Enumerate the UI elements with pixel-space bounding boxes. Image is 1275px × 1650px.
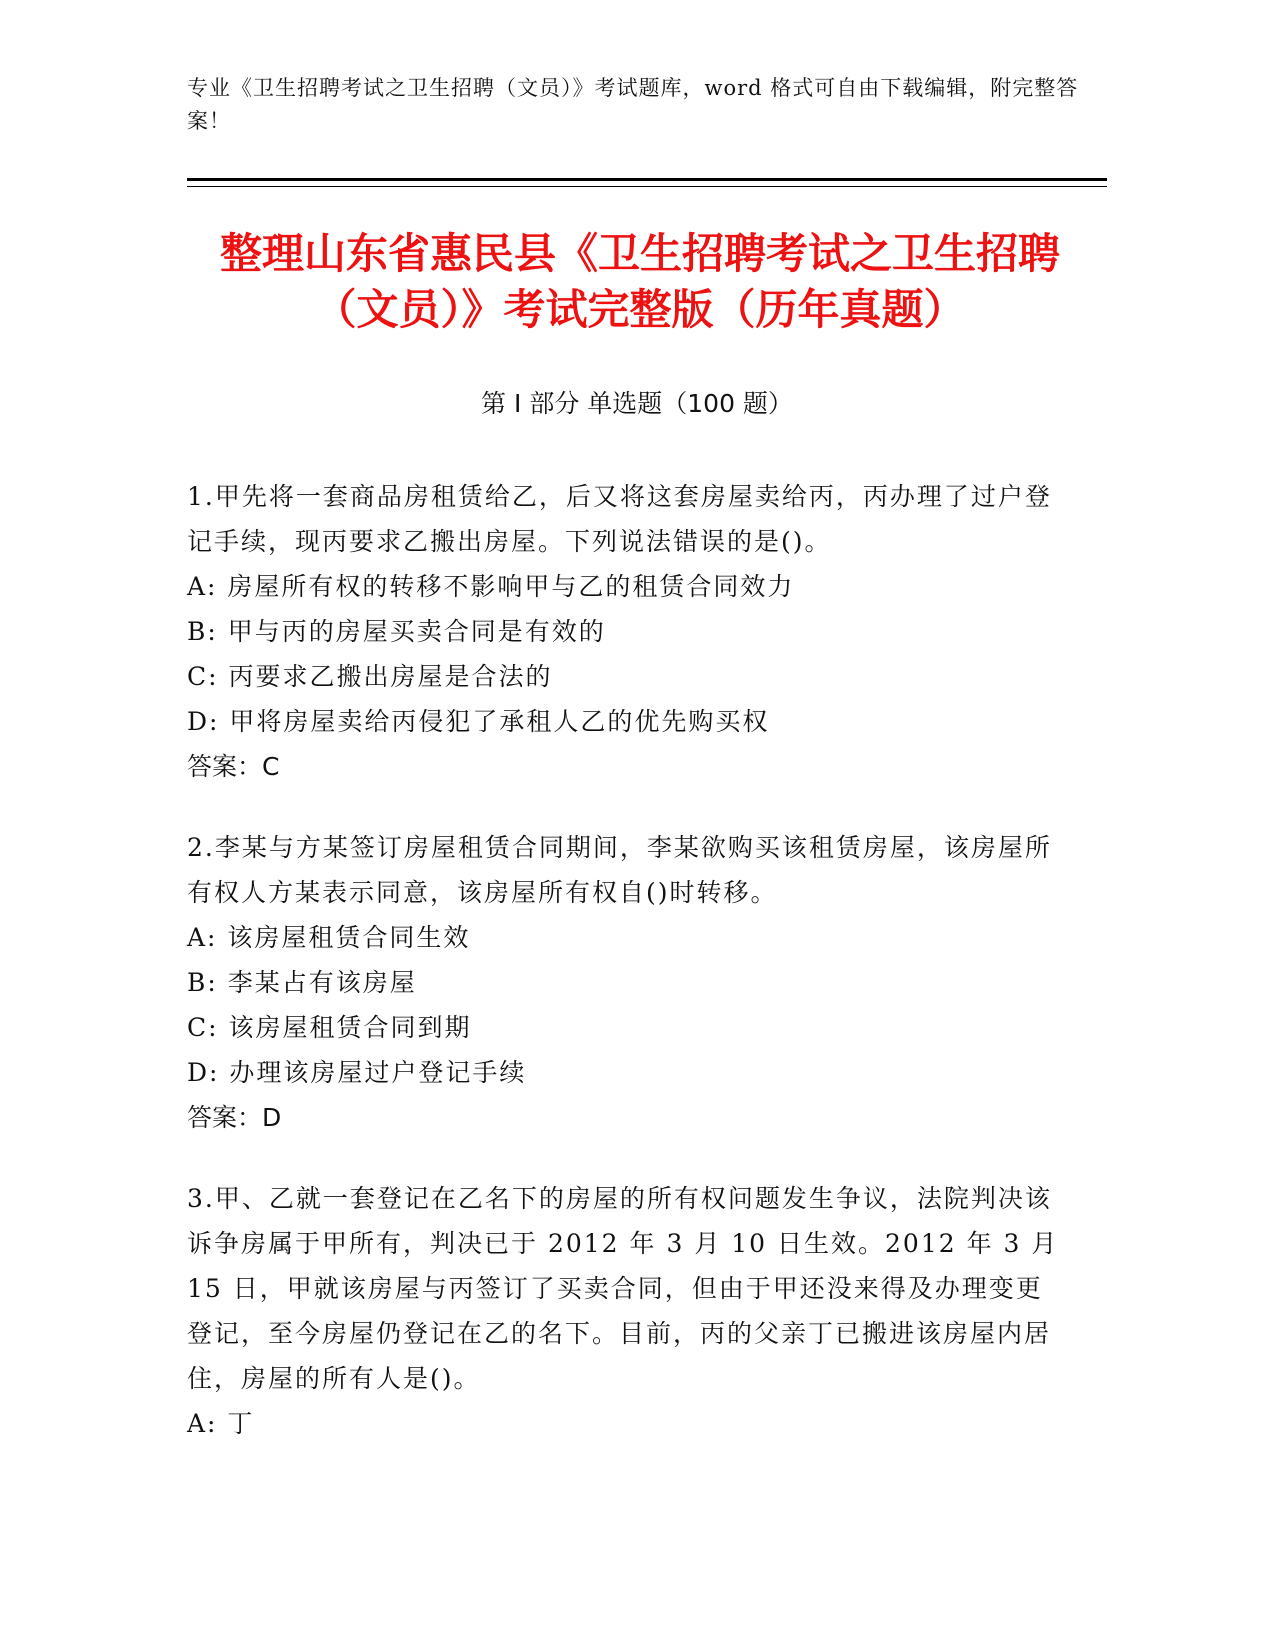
option-c: C: 丙要求乙搬出房屋是合法的 xyxy=(187,662,553,691)
answer: 答案：D xyxy=(187,1103,282,1132)
question-2 xyxy=(187,825,1067,1140)
header-rule-thick xyxy=(187,178,1107,181)
option-a: A: 房屋所有权的转移不影响甲与乙的租赁合同效力 xyxy=(187,572,795,601)
option-b: B: 甲与丙的房屋买卖合同是有效的 xyxy=(187,617,606,646)
header-rule-thin xyxy=(187,186,1107,187)
option-d: D: 办理该房屋过户登记手续 xyxy=(187,1058,527,1087)
answer: 答案：C xyxy=(187,752,280,781)
question-3 xyxy=(187,1176,1067,1446)
question-stem: 2.李某与方某签订房屋租赁合同期间，李某欲购买该租赁房屋，该房屋所有权人方某表示同意，该房屋所有权自()时转移。 xyxy=(187,833,1052,907)
option-d: D: 甲将房屋卖给丙侵犯了承租人乙的优先购买权 xyxy=(187,707,770,736)
document-title: 整理山东省惠民县《卫生招聘考试之卫生招聘（文员）》考试完整版（历年真题） xyxy=(219,229,1060,334)
header-note: 专业《卫生招聘考试之卫生招聘（文员）》考试题库，word 格式可自由下载编辑，附完整答案！ xyxy=(187,76,1079,133)
question-1 xyxy=(187,474,1067,789)
question-stem: 3.甲、乙就一套登记在乙名下的房屋的所有权问题发生争议，法院判决该诉争房属于甲所有，判决已于 2012 年 3 月 10 日生效。2012 年 3 月 15 日，甲就该房屋与丙签订了买卖合同，但由于甲还没来得及办理变更登记，至今房屋仍登记在乙的名下。目前，丙的父亲丁已搬进该房屋内居住，房屋的所有人是()。 xyxy=(187,1184,1059,1393)
question-list xyxy=(187,474,1067,1482)
section-heading: 第 I 部分 单选题（100 题） xyxy=(481,389,793,418)
option-b: B: 李某占有该房屋 xyxy=(187,968,417,997)
option-c: C: 该房屋租赁合同到期 xyxy=(187,1013,472,1042)
question-stem: 1.甲先将一套商品房租赁给乙，后又将这套房屋卖给丙，丙办理了过户登记手续，现丙要求乙搬出房屋。下列说法错误的是()。 xyxy=(187,482,1052,556)
option-a: A: 丁 xyxy=(187,1409,255,1438)
option-a: A: 该房屋租赁合同生效 xyxy=(187,923,471,952)
